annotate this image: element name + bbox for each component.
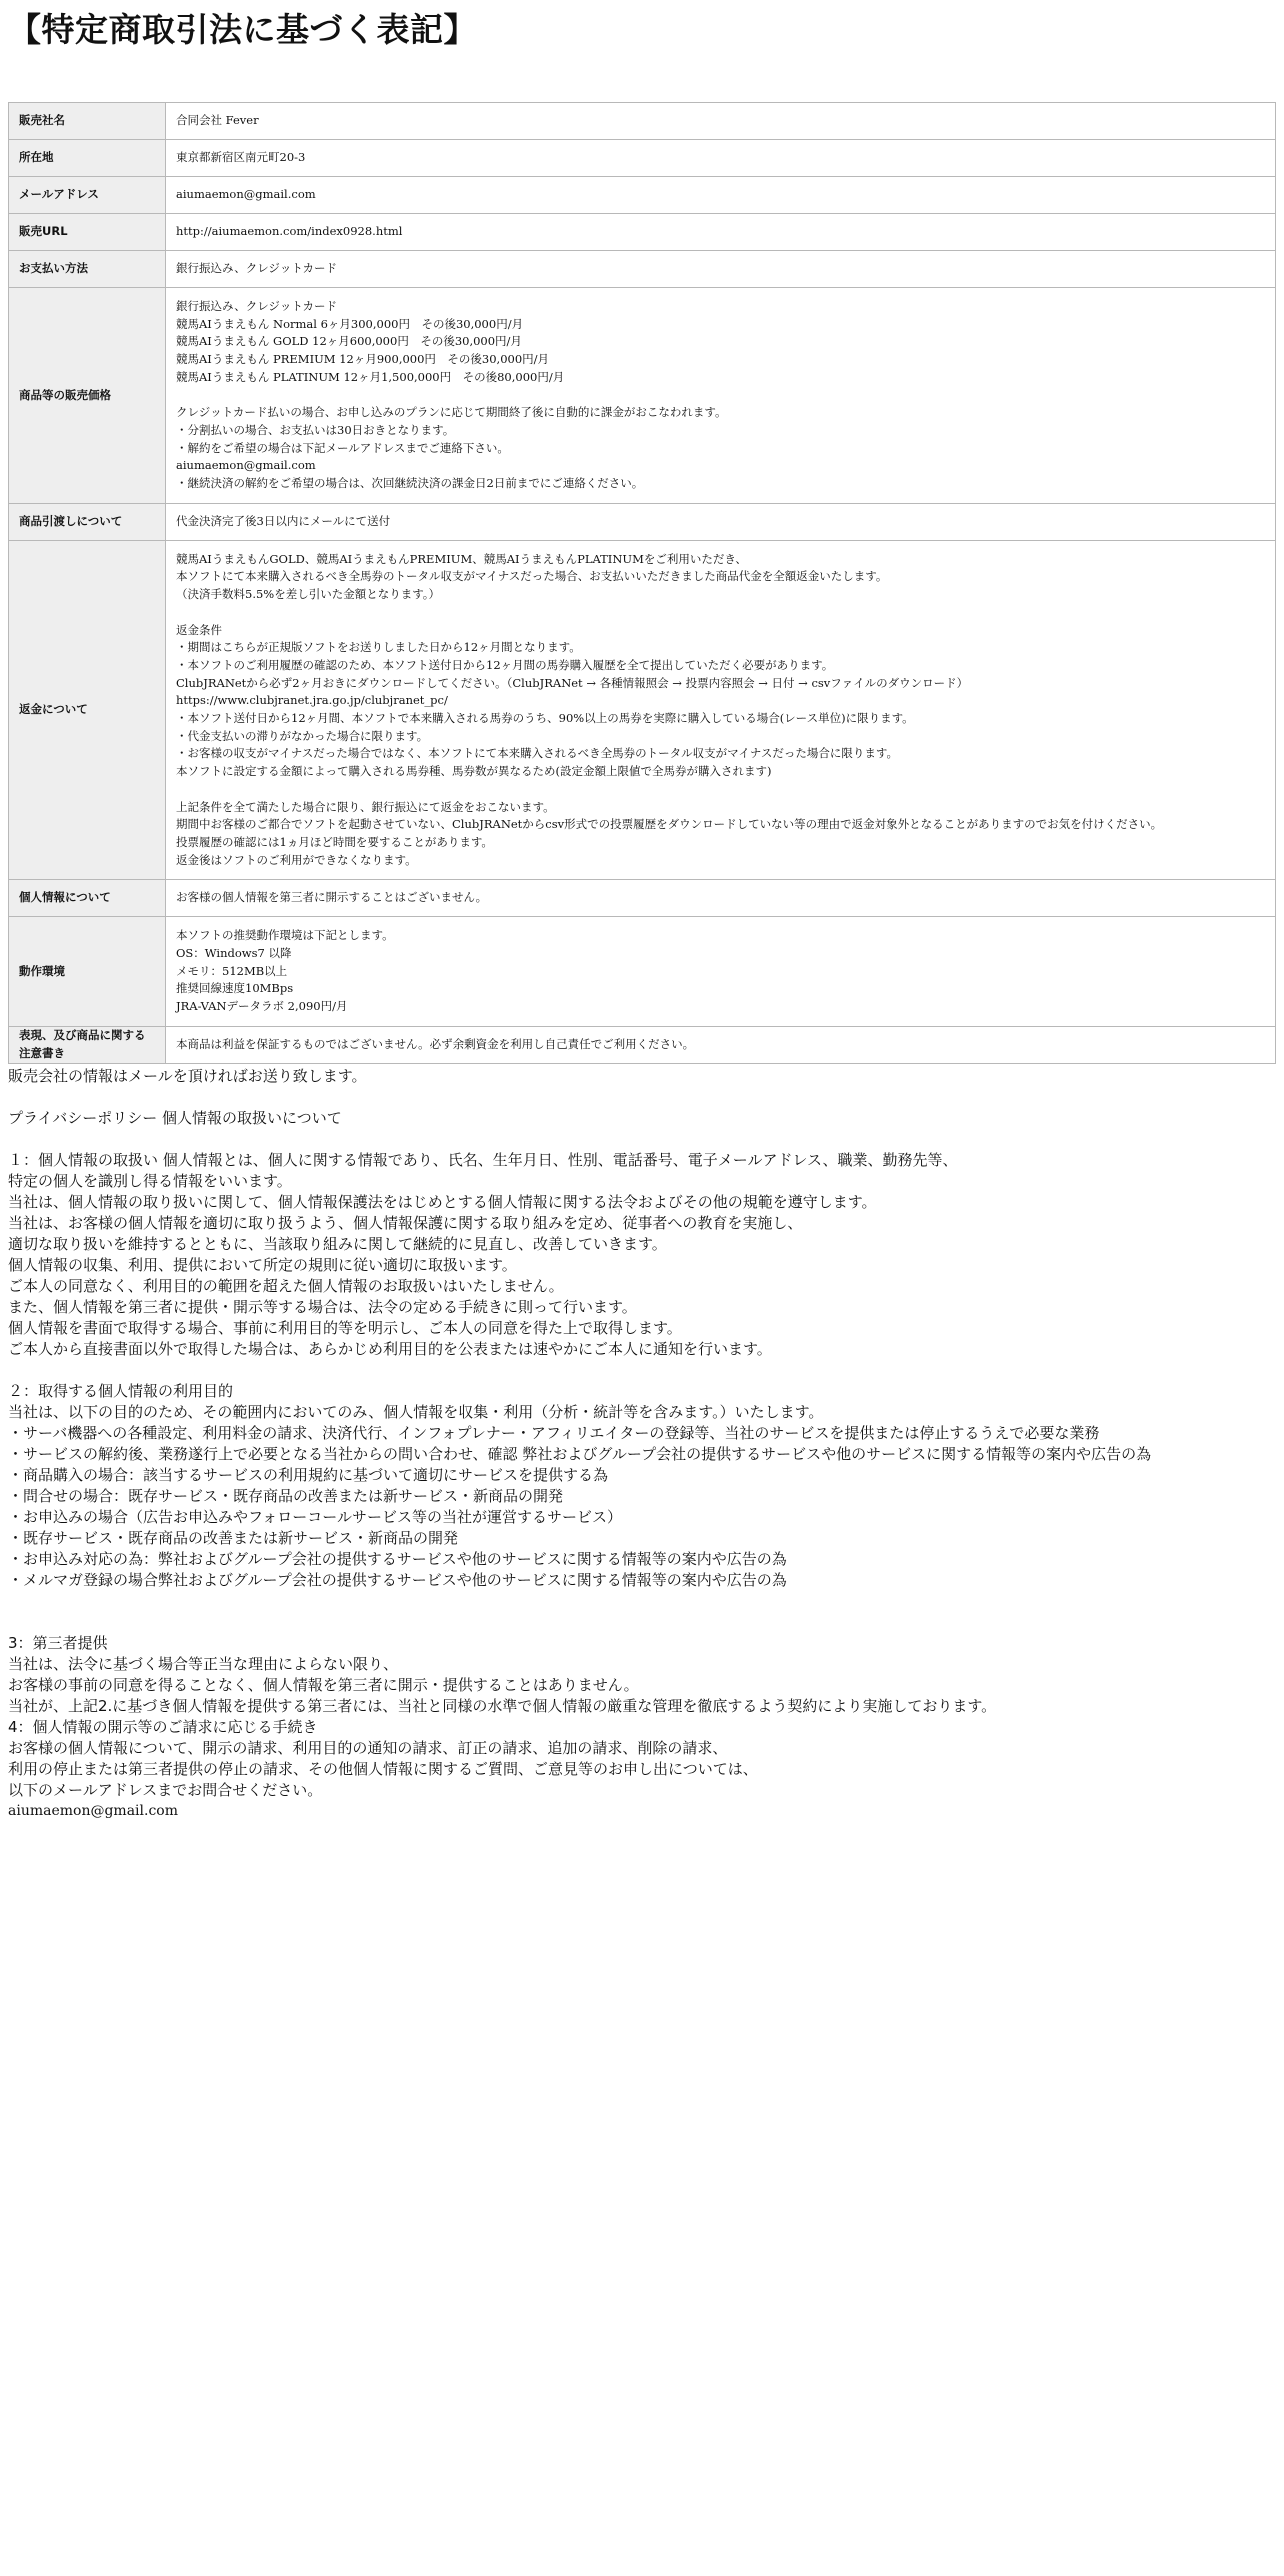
- row-label: 個人情報について: [9, 880, 166, 917]
- policy-line: 当社は、以下の目的のため、その範囲内においてのみ、個人情報を収集・利用（分析・統計等を含みます。）いたします。: [8, 1402, 824, 1421]
- policy-line: 当社は、法令に基づく場合等正当な理由によらない限り、: [8, 1654, 399, 1673]
- page: [0, 8, 1284, 1822]
- value-line: http://aiumaemon.com/index0928.html: [176, 224, 403, 239]
- blank-line: [8, 1087, 1276, 1108]
- row-value: [166, 251, 1276, 288]
- policy-line: ２：取得する個人情報の利用目的: [8, 1381, 234, 1400]
- policy-line: 個人情報を書面で取得する場合、事前に利用目的等を明示し、ご本人の同意を得た上で取得します。: [8, 1318, 682, 1337]
- value-line: （決済手数料5.5%を差し引いた金額となります。）: [176, 587, 441, 602]
- row-label: 販売社名: [9, 103, 166, 140]
- policy-line: また、個人情報を第三者に提供・開示等する場合は、法令の定める手続きに則って行います。: [8, 1297, 637, 1316]
- legal-notice-table: [8, 102, 1276, 1064]
- value-line: 競馬AIうまえもん GOLD 12ヶ月600,000円 その後30,000円/月: [176, 334, 522, 349]
- row-value: [166, 177, 1276, 214]
- value-line: 競馬AIうまえもん PREMIUM 12ヶ月900,000円 その後30,000円/月: [176, 352, 550, 367]
- row-value: [166, 288, 1276, 504]
- table-row: [9, 251, 1276, 288]
- value-line: ・期間はこちらが正規版ソフトをお送りしました日から12ヶ月間となります。: [176, 640, 581, 655]
- value-line: aiumaemon@gmail.com: [176, 458, 316, 473]
- table-row: [9, 540, 1276, 880]
- policy-line: 特定の個人を識別し得る情報をいいます。: [8, 1171, 292, 1190]
- policy-line: ・サービスの解約後、業務遂行上で必要となる当社からの問い合わせ、確認 弊社およびグループ会社の提供するサービスや他のサービスに関する情報等の案内や広告の為: [8, 1444, 1152, 1463]
- policy-line: 当社が、上記2.に基づき個人情報を提供する第三者には、当社と同様の水準で個人情報の厳重な管理を徹底するよう契約により実施しております。: [8, 1696, 997, 1715]
- table-row: [9, 503, 1276, 540]
- value-line: ・本ソフト送付日から12ヶ月間、本ソフトで本来購入される馬券のうち、90%以上の馬券を実際に購入している場合(レース単位)に限ります。: [176, 711, 914, 726]
- value-line: ・お客様の収支がマイナスだった場合ではなく、本ソフトにて本来購入されるべき全馬券のトータル収支がマイナスだった場合に限ります。: [176, 746, 898, 761]
- policy-line: 利用の停止または第三者提供の停止の請求、その他個人情報に関するご質問、ご意見等のお申し出については、: [8, 1759, 758, 1778]
- value-line: 競馬AIうまえもんGOLD、競馬AIうまえもんPREMIUM、競馬AIうまえもんPLATINUMをご利用いただき、: [176, 551, 747, 566]
- contact-email: aiumaemon@gmail.com: [8, 1802, 179, 1819]
- blank-line: [8, 1591, 1276, 1612]
- value-line: 東京都新宿区南元町20-3: [176, 150, 306, 165]
- policy-line: ご本人から直接書面以外で取得した場合は、あらかじめ利用目的を公表または速やかにご本人に通知を行います。: [8, 1339, 772, 1358]
- value-line: 競馬AIうまえもん Normal 6ヶ月300,000円 その後30,000円/月: [176, 316, 524, 331]
- value-line: 銀行振込み、クレジットカード: [176, 299, 338, 313]
- blank-line: [8, 1360, 1276, 1381]
- value-line: ClubJRANetから必ず2ヶ月おきにダウンロードしてください。（ClubJRANet → 各種情報照会 → 投票内容照会 → 日付 → csvファイルのダウンロード）: [176, 675, 969, 690]
- value-line: 銀行振込み、クレジットカード: [176, 261, 338, 276]
- blank-line: [176, 604, 1265, 622]
- value-line: お客様の個人情報を第三者に開示することはございません。: [176, 890, 488, 905]
- blank-line: [8, 1612, 1276, 1633]
- value-line: 本ソフトの推奨動作環境は下記とします。: [176, 928, 394, 943]
- value-line: ・解約をご希望の場合は下記メールアドレスまでご連絡下さい。: [176, 440, 509, 455]
- row-label: 商品等の販売価格: [9, 288, 166, 504]
- value-line: クレジットカード払いの場合、お申し込みのプランに応じて期間終了後に自動的に課金がおこなわれます。: [176, 405, 727, 420]
- row-label: 商品引渡しについて: [9, 503, 166, 540]
- value-line: 期間中お客様のご都合でソフトを起動させていない、ClubJRANetからcsv形式での投票履歴をダウンロードしていない等の理由で返金対象外となることがありますのでお気を付けください。: [176, 817, 1163, 832]
- value-line: 本ソフトに設定する金額によって購入される馬券種、馬券数が異なるため(設定金額上限値で全馬券が購入されます): [176, 764, 772, 779]
- row-value: [166, 540, 1276, 880]
- policy-line: ・既存サービス・既存商品の改善または新サービス・新商品の開発: [8, 1528, 459, 1547]
- policy-line: １：個人情報の取扱い 個人情報とは、個人に関する情報であり、氏名、生年月日、性別、電話番号、電子メールアドレス、職業、勤務先等、: [8, 1150, 958, 1169]
- value-line: 本ソフトにて本来購入されるべき全馬券のトータル収支がマイナスだった場合、お支払いいただきました商品代金を全額返金いたします。: [176, 569, 888, 584]
- policy-line: ・問合せの場合：既存サービス・既存商品の改善または新サービス・新商品の開発: [8, 1486, 564, 1505]
- row-value: [166, 140, 1276, 177]
- value-line: 競馬AIうまえもん PLATINUM 12ヶ月1,500,000円 その後80,000円/月: [176, 369, 565, 384]
- value-line: aiumaemon@gmail.com: [176, 187, 316, 202]
- policy-line: 以下のメールアドレスまでお問合せください。: [8, 1780, 323, 1799]
- value-line: 推奨回線速度10MBps: [176, 981, 294, 996]
- blank-line: [176, 781, 1265, 799]
- table-row: [9, 103, 1276, 140]
- row-value: [166, 214, 1276, 251]
- value-line: 合同会社 Fever: [176, 113, 259, 128]
- value-line: 代金決済完了後3日以内にメールにて送付: [176, 513, 391, 528]
- legal-notice-table-body: [9, 103, 1276, 1064]
- row-label: 所在地: [9, 140, 166, 177]
- policy-line: お客様の事前の同意を得ることなく、個人情報を第三者に開示・提供することはありません。: [8, 1675, 639, 1694]
- row-value: [166, 880, 1276, 917]
- page-title: 【特定商取引法に基づく表記】: [8, 10, 477, 49]
- row-label: 動作環境: [9, 917, 166, 1027]
- policy-line: 適切な取り扱いを維持するとともに、当該取り組みに関して継続的に見直し、改善していきます。: [8, 1234, 667, 1253]
- policy-line: ・商品購入の場合：該当するサービスの利用規約に基づいて適切にサービスを提供する為: [8, 1465, 609, 1484]
- value-line: 返金条件: [176, 622, 222, 637]
- row-label: お支払い方法: [9, 251, 166, 288]
- policy-line: ・メルマガ登録の場合弊社およびグループ会社の提供するサービスや他のサービスに関する情報等の案内や広告の為: [8, 1570, 787, 1589]
- policy-line: 販売会社の情報はメールを頂ければお送り致します。: [8, 1066, 367, 1085]
- row-label: 返金について: [9, 540, 166, 880]
- value-line: メモリ：512MB以上: [176, 963, 288, 978]
- row-value: [166, 917, 1276, 1027]
- table-row: [9, 1026, 1276, 1063]
- policy-line: 当社は、お客様の個人情報を適切に取り扱うよう、個人情報保護に関する取り組みを定め、従事者への教育を実施し、: [8, 1213, 803, 1232]
- value-line: JRA-VANデータラボ 2,090円/月: [176, 999, 348, 1014]
- value-line: OS：Windows7 以降: [176, 946, 292, 961]
- policy-line: ・サーバ機器への各種設定、利用料金の請求、決済代行、インフォプレナー・アフィリエイターの登録等、当社のサービスを提供または停止するうえで必要な業務: [8, 1423, 1100, 1442]
- policy-line: お客様の個人情報について、開示の請求、利用目的の通知の請求、訂正の請求、追加の請求、削除の請求、: [8, 1738, 728, 1757]
- value-line: ・継続決済の解約をご希望の場合は、次回継続決済の課金日2日前までにご連絡ください。: [176, 476, 644, 491]
- policy-line: ・お申込みの場合（広告お申込みやフォローコールサービス等の当社が運営するサービス）: [8, 1507, 622, 1526]
- table-row: [9, 288, 1276, 504]
- blank-line: [8, 1129, 1276, 1150]
- value-line: 上記条件を全て満たした場合に限り、銀行振込にて返金をおこないます。: [176, 799, 555, 814]
- value-line: ・代金支払いの滞りがなかった場合に限ります。: [176, 728, 429, 743]
- row-label: 表現、及び商品に関する注意書き: [9, 1026, 166, 1063]
- policy-line: ご本人の同意なく、利用目的の範囲を超えた個人情報のお取扱いはいたしません。: [8, 1276, 564, 1295]
- row-label: 販売URL: [9, 214, 166, 251]
- policy-line: 当社は、個人情報の取り扱いに関して、個人情報保護法をはじめとする個人情報に関する法令およびその他の規範を遵守します。: [8, 1192, 877, 1211]
- policy-line: 3：第三者提供: [8, 1633, 108, 1652]
- value-line: 本商品は利益を保証するものではございません。必ず余剰資金を利用し自己責任でご利用ください。: [176, 1037, 695, 1051]
- row-value: [166, 1026, 1276, 1063]
- blank-line: [176, 387, 1265, 405]
- value-line: https://www.clubjranet.jra.go.jp/clubjranet_pc/: [176, 693, 448, 708]
- policy-line: 個人情報の収集、利用、提供において所定の規則に従い適切に取扱います。: [8, 1255, 517, 1274]
- policy-line: プライバシーポリシー 個人情報の取扱いについて: [8, 1108, 342, 1127]
- table-row: [9, 214, 1276, 251]
- table-row: [9, 177, 1276, 214]
- policy-line: ・お申込み対応の為：弊社およびグループ会社の提供するサービスや他のサービスに関する情報等の案内や広告の為: [8, 1549, 787, 1568]
- row-label: メールアドレス: [9, 177, 166, 214]
- privacy-policy-section: [8, 1066, 1276, 1822]
- table-row: [9, 880, 1276, 917]
- value-line: 投票履歴の確認には1ヵ月ほど時間を要することがあります。: [176, 834, 493, 849]
- table-row: [9, 140, 1276, 177]
- row-value: [166, 103, 1276, 140]
- value-line: ・分割払いの場合、お支払いは30日おきとなります。: [176, 422, 455, 437]
- policy-line: 4：個人情報の開示等のご請求に応じる手続き: [8, 1717, 318, 1736]
- value-line: ・本ソフトのご利用履歴の確認のため、本ソフト送付日から12ヶ月間の馬券購入履歴を全て提出していただく必要があります。: [176, 657, 834, 672]
- table-row: [9, 917, 1276, 1027]
- row-value: [166, 503, 1276, 540]
- value-line: 返金後はソフトのご利用ができなくなります。: [176, 852, 417, 867]
